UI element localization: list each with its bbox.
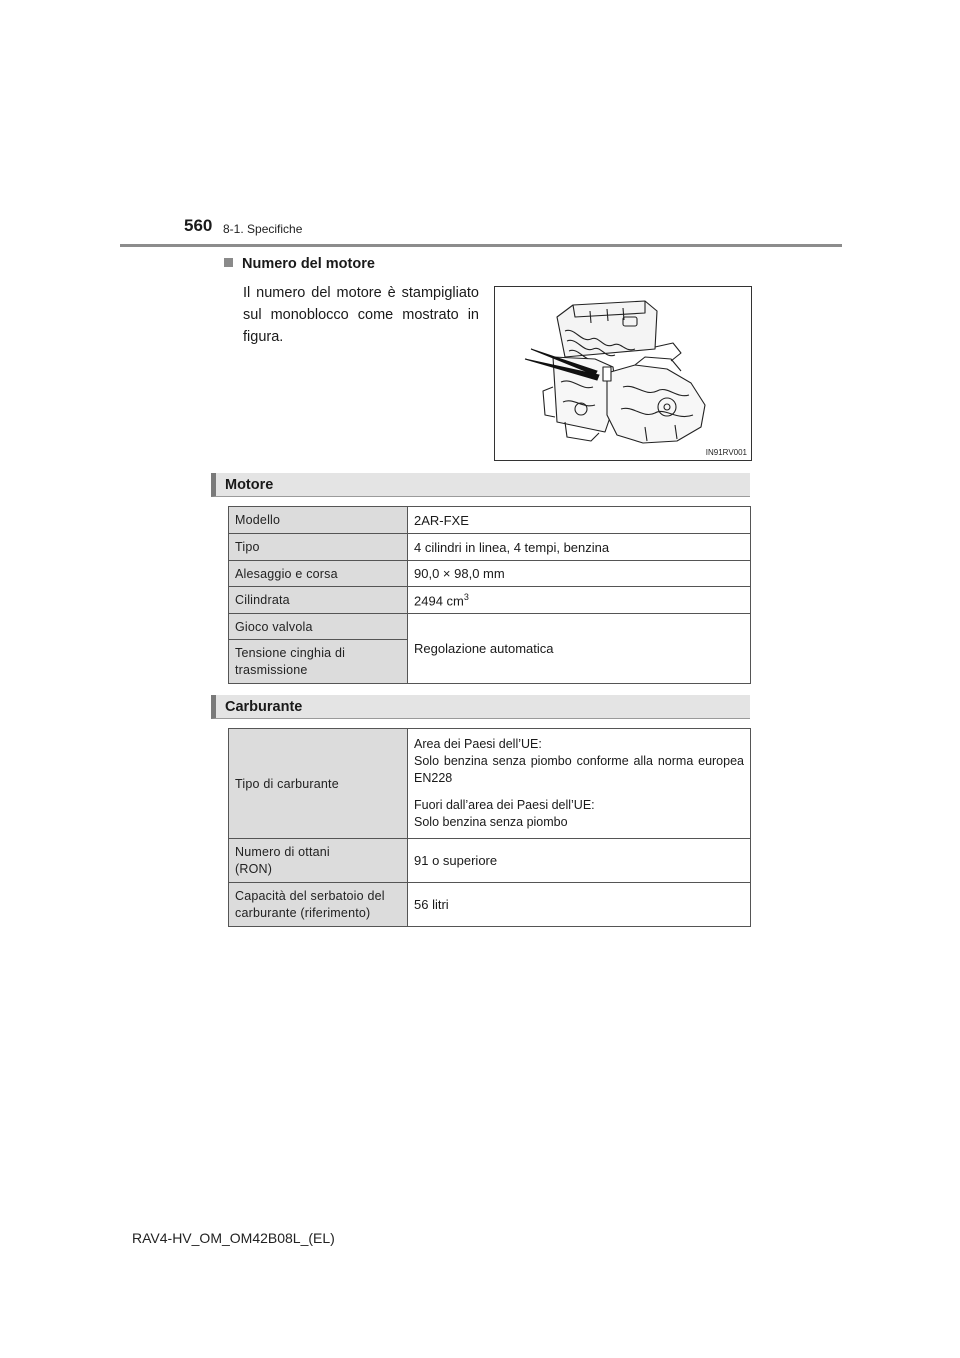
spec-value bbox=[408, 587, 751, 614]
fuel-non-eu-spec: Solo benzina senza piombo bbox=[414, 815, 568, 829]
engine-illustration-icon bbox=[495, 287, 751, 460]
tank-capacity-label-line: Capacità del serbatoio del bbox=[235, 888, 385, 903]
square-bullet-icon bbox=[224, 258, 233, 267]
engine-number-description: Il numero del motore è stampigliato sul monoblocco come mostrato in figura. bbox=[243, 285, 479, 345]
octane-label-line: Numero di ottani bbox=[235, 844, 330, 859]
spec-label: Cilindrata bbox=[229, 587, 408, 614]
table-row bbox=[229, 839, 751, 883]
spec-value: Regolazione automatica bbox=[408, 614, 751, 684]
tank-capacity-label-line: carburante (riferimento) bbox=[235, 905, 371, 920]
spec-value bbox=[408, 729, 751, 839]
motore-spec-table bbox=[228, 506, 751, 684]
displacement-value: 2494 cm bbox=[414, 593, 464, 609]
table-row bbox=[229, 534, 751, 561]
spec-label: Alesaggio e corsa bbox=[229, 561, 408, 587]
spec-label: Gioco valvola bbox=[229, 614, 408, 640]
document-code: RAV4-HV_OM_OM42B08L_(EL) bbox=[132, 1230, 335, 1246]
header-divider bbox=[120, 244, 842, 247]
table-row bbox=[229, 507, 751, 534]
table-row bbox=[229, 614, 751, 640]
carburante-spec-table bbox=[228, 728, 751, 927]
spec-value: 4 cilindri in linea, 4 tempi, benzina bbox=[408, 534, 751, 561]
table-row bbox=[229, 883, 751, 927]
displacement-unit-exponent: 3 bbox=[463, 591, 469, 602]
engine-number-title: Numero del motore bbox=[242, 256, 375, 272]
spec-label: Modello bbox=[229, 507, 408, 534]
spec-label bbox=[229, 839, 408, 883]
carburante-section-header bbox=[211, 695, 750, 719]
fuel-non-eu-heading: Fuori dall’area dei Paesi dell’UE: bbox=[414, 798, 595, 812]
table-row bbox=[229, 587, 751, 614]
fuel-eu-heading: Area dei Paesi dell’UE: bbox=[414, 737, 542, 751]
spec-label: Tensione cinghia di trasmissione bbox=[229, 640, 408, 684]
motore-section-header bbox=[211, 473, 750, 497]
page-number: 560 bbox=[184, 216, 213, 235]
spec-label bbox=[229, 883, 408, 927]
engine-number-heading bbox=[224, 256, 375, 272]
spec-value: 90,0 × 98,0 mm bbox=[408, 561, 751, 587]
engine-figure bbox=[494, 286, 752, 461]
octane-label-line: (RON) bbox=[235, 861, 273, 876]
spec-value: 91 o superiore bbox=[408, 839, 751, 883]
spec-label: Tipo di carburante bbox=[229, 729, 408, 839]
spec-label: Tipo bbox=[229, 534, 408, 561]
motore-section-title: Motore bbox=[225, 477, 274, 493]
fuel-eu-spec: Solo benzina senza piombo conforme alla norma europea EN228 bbox=[414, 754, 744, 785]
carburante-section-title: Carburante bbox=[225, 699, 303, 715]
spec-value: 56 litri bbox=[408, 883, 751, 927]
spec-value: 2AR-FXE bbox=[408, 507, 751, 534]
table-row bbox=[229, 729, 751, 839]
figure-code: IN91RV001 bbox=[705, 448, 747, 457]
table-row bbox=[229, 561, 751, 587]
section-reference: 8-1. Specifiche bbox=[223, 222, 303, 236]
